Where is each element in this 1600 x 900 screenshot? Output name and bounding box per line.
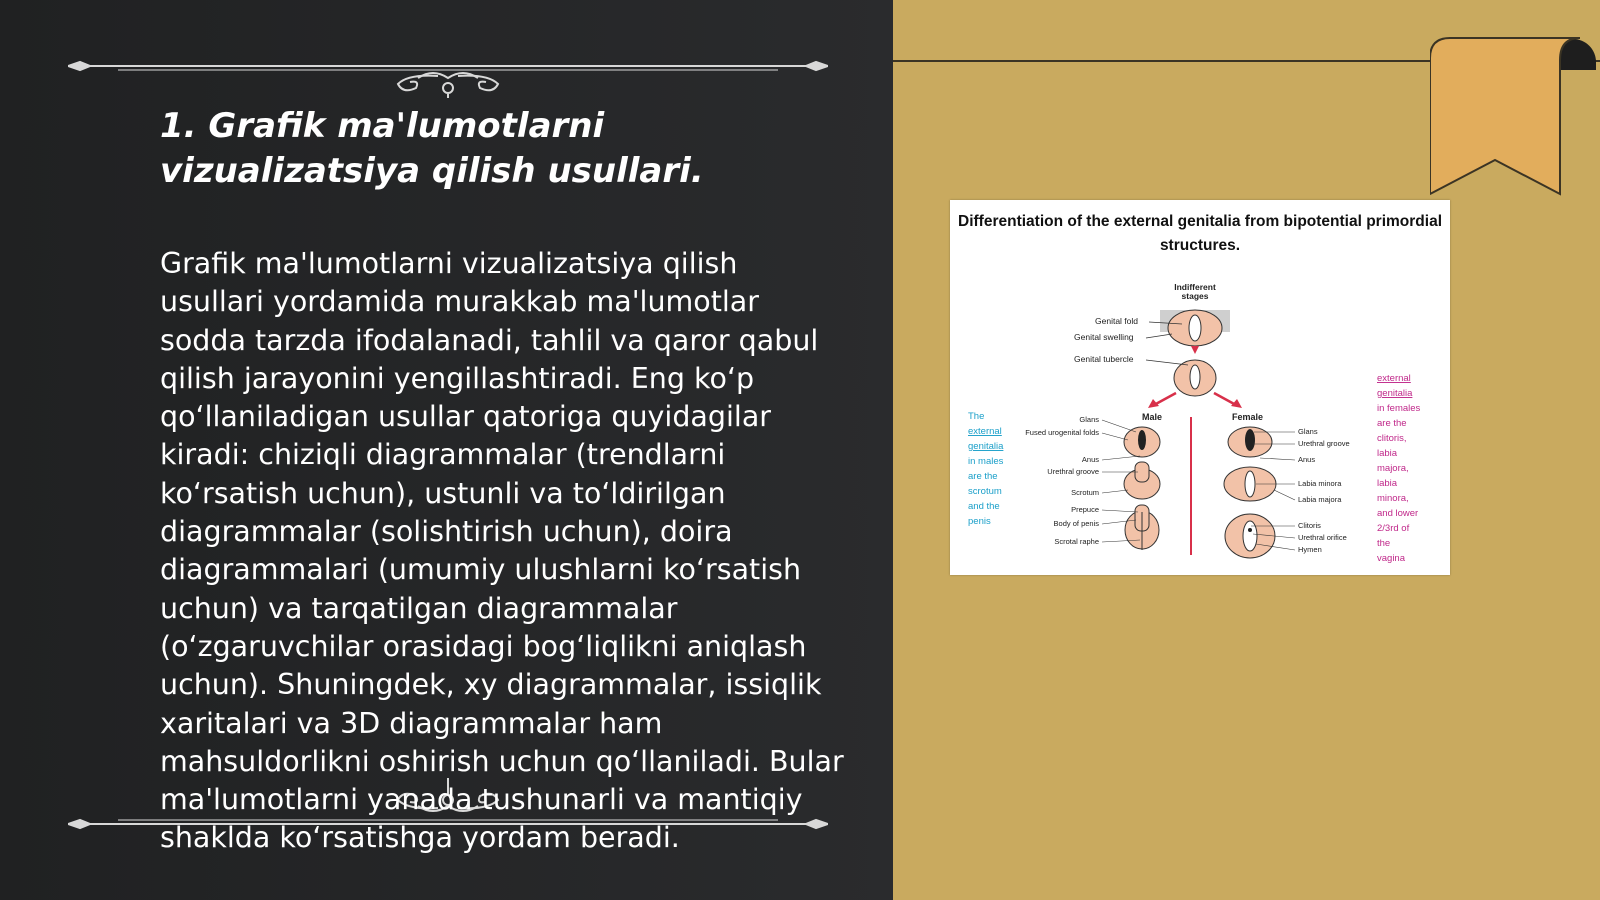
female-label-urethral-groove: Urethral groove	[1298, 439, 1350, 448]
indifferent-label-2: stages	[1181, 291, 1209, 301]
male-label-anus: Anus	[1081, 455, 1099, 464]
slide-body-text: Grafik ma'lumotlarni vizualizatsiya qilish usullari yordamida murakkab ma'lumotlar sodda tarzda ifodalanadi, tahlil va qaror qabul qilish jarayonini yengillashtiradi. Eng ko‘p qo‘llaniladigan usullar qatoriga quyidagilar kiradi: chiziqli diagrammalar (trendlarni ko‘rsatish uchun), ustunli va to‘ldirilgan diagrammalar (solishtirish uchun), doira diagrammalari (umumiy ulushlarni ko‘rsatish uchun) va tarqatilgan diagrammalar (o‘zgaruvchilar orasidagi bog‘liqlikni aniqlash uchun). Shuningdek, xy diagrammalar, issiqlik xaritalari va 3D diagrammalar ham mahsuldorlikni oshirish uchun qo‘llaniladi. Bular ma'lumotlarni yanada tushunarli va mantiqiy shaklda ko‘rsatishga yordam beradi.	[160, 247, 844, 855]
female-label-labia-majora: Labia majora	[1298, 495, 1342, 504]
female-label-clitoris: Clitoris	[1298, 521, 1321, 530]
male-label-urethral-groove: Urethral groove	[1047, 467, 1099, 476]
female-note-10: 2/3rd of	[1377, 523, 1410, 534]
male-note-3: in males	[968, 456, 1004, 467]
diagram-image	[950, 200, 1450, 575]
female-heading: Female	[1232, 412, 1264, 422]
male-note-6: and the	[968, 501, 1000, 512]
female-note-2: in females	[1377, 403, 1421, 414]
female-note-4: clitoris,	[1377, 433, 1407, 444]
female-label-labia-minora: Labia minora	[1298, 479, 1342, 488]
female-note-6: majora,	[1377, 463, 1409, 474]
female-label-glans: Glans	[1298, 427, 1318, 436]
female-note-7: labia	[1377, 478, 1398, 489]
label-genital-tubercle: Genital tubercle	[1074, 354, 1134, 364]
male-note-0: The	[968, 411, 985, 422]
slide-title: 1. Grafik ma'lumotlarni vizualizatsiya qilish usullari.	[160, 106, 704, 191]
female-note-5: labia	[1377, 448, 1398, 459]
label-genital-fold: Genital fold	[1095, 316, 1138, 326]
bookmark-icon	[1430, 34, 1598, 204]
diagram-title: Differentiation of the external genitalia from bipotential primordial structures.	[958, 213, 1442, 254]
male-note-4: are the	[968, 471, 998, 482]
female-note-1: genitalia	[1377, 388, 1413, 399]
male-label-prepuce: Prepuce	[1071, 505, 1099, 514]
male-label-scrotal-raphe: Scrotal raphe	[1054, 537, 1099, 546]
male-note-5: scrotum	[968, 486, 1002, 497]
male-note-1: external	[968, 426, 1002, 437]
female-note-3: are the	[1377, 418, 1407, 429]
male-heading: Male	[1142, 412, 1163, 422]
genitalia-diagram	[950, 200, 1450, 575]
top-ornament	[68, 38, 828, 98]
female-label-urethral-orifice: Urethral orifice	[1298, 533, 1347, 542]
female-note-9: and lower	[1377, 508, 1419, 519]
male-label-glans: Glans	[1079, 415, 1099, 424]
female-note-0: external	[1377, 373, 1411, 384]
male-label-scrotum: Scrotum	[1071, 488, 1099, 497]
male-label-body-of-penis: Body of penis	[1053, 519, 1099, 528]
label-genital-swelling: Genital swelling	[1074, 332, 1134, 342]
female-note-12: vagina	[1377, 553, 1405, 564]
male-label-fused-folds: Fused urogenital folds	[1025, 428, 1099, 437]
female-label-hymen: Hymen	[1298, 545, 1322, 554]
female-note-11: the	[1377, 538, 1391, 549]
male-note-2: genitalia	[968, 441, 1004, 452]
male-note-7: penis	[968, 516, 991, 527]
female-label-anus: Anus	[1298, 455, 1316, 464]
indifferent-label: Indifferent	[1174, 282, 1216, 292]
female-note-8: minora,	[1377, 493, 1409, 504]
